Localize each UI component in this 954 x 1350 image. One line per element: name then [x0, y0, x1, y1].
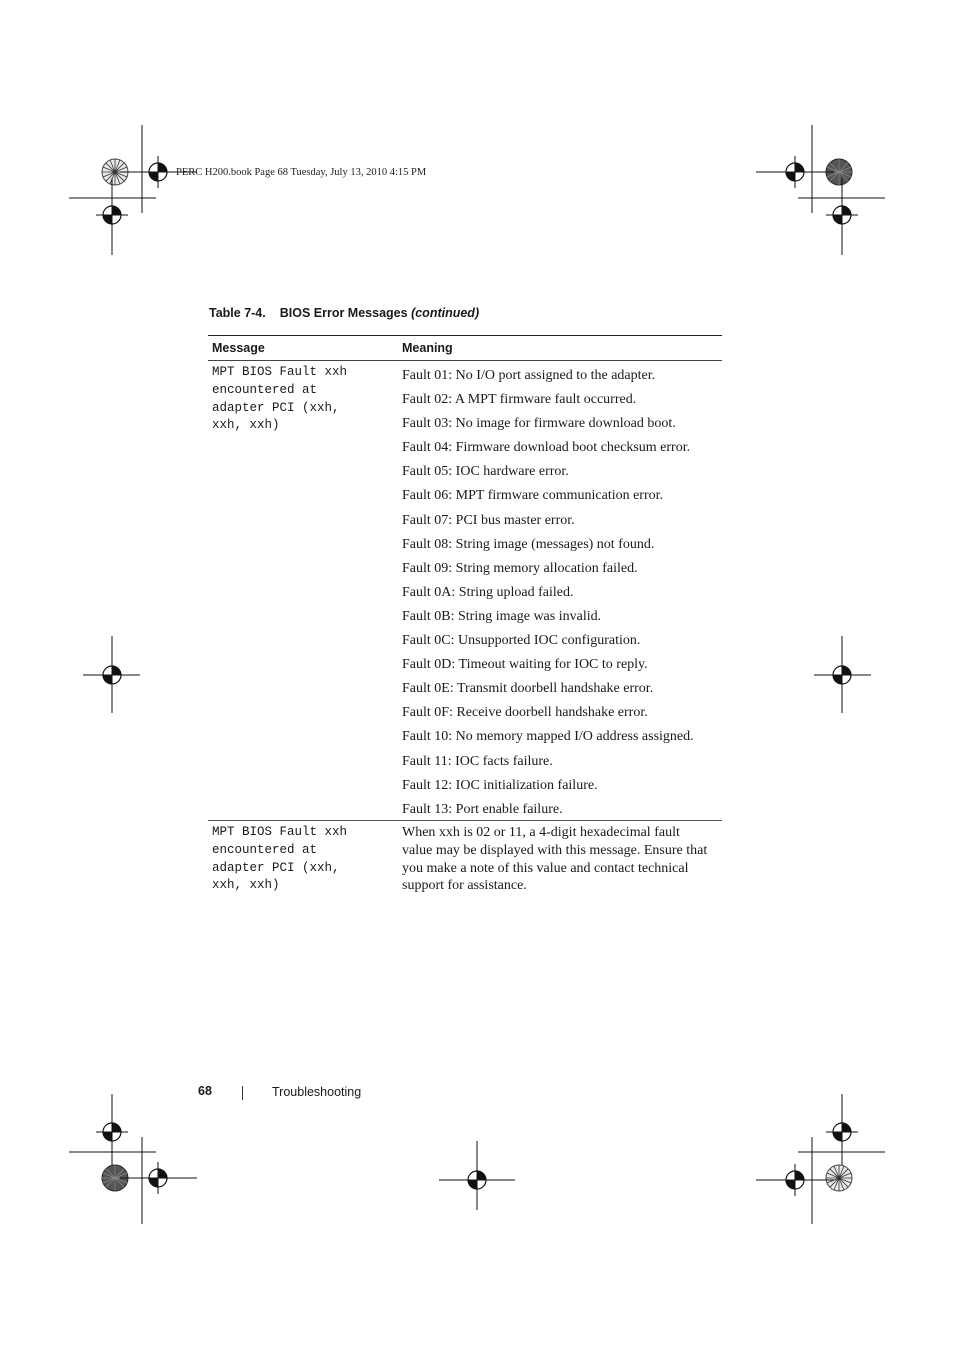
fault-item: Fault 0D: Timeout waiting for IOC to reply.	[402, 657, 648, 673]
fault-list	[402, 364, 722, 822]
fault-item: Fault 01: No I/O port assigned to the adapter.	[402, 368, 656, 383]
fault-item: Fault 03: No image for firmware download boot.	[402, 416, 676, 432]
table-row	[208, 821, 722, 895]
fault-item: Fault 07: PCI bus master error.	[402, 512, 575, 528]
fault-item: Fault 08: String image (messages) not found.	[402, 536, 655, 552]
fault-item: Fault 09: String memory allocation failed.	[402, 560, 638, 576]
fault-item: Fault 06: MPT firmware communication error.	[402, 488, 664, 504]
fault-item: Fault 0E: Transmit doorbell handshake error.	[402, 681, 654, 697]
column-header-meaning: Meaning	[402, 341, 453, 355]
message-cell: MPT BIOS Fault xxh encountered at adapter PCI (xxh, xxh, xxh)	[212, 365, 348, 433]
table-caption-continued: (continued)	[411, 306, 480, 320]
fault-item: Fault 13: Port enable failure.	[402, 801, 563, 817]
table-caption-number: Table 7-4.	[209, 306, 266, 320]
fault-item: Fault 0A: String upload failed.	[402, 584, 574, 600]
bios-error-table	[208, 335, 722, 895]
fault-item: Fault 10: No memory mapped I/O address assigned.	[402, 729, 694, 745]
fault-item: Fault 05: IOC hardware error.	[402, 464, 569, 480]
message-cell: MPT BIOS Fault xxh encountered at adapter PCI (xxh, xxh, xxh)	[212, 825, 348, 893]
meaning-cell: When xxh is 02 or 11, a 4-digit hexadecimal fault value may be displayed with this message. Ensure that you make a note of this value and contact technical support for assistance.	[402, 825, 708, 894]
page-number: 68	[198, 1084, 212, 1098]
fault-item: Fault 02: A MPT firmware fault occurred.	[402, 392, 637, 408]
fault-item: Fault 11: IOC facts failure.	[402, 753, 553, 769]
table-header-row	[208, 336, 722, 361]
print-header: PERC H200.book Page 68 Tuesday, July 13, 2010 4:15 PM	[176, 167, 427, 178]
table-caption	[209, 306, 479, 320]
table-caption-title: BIOS Error Messages	[279, 306, 408, 320]
fault-item: Fault 04: Firmware download boot checksum error.	[402, 440, 691, 456]
table-row	[208, 361, 722, 821]
fault-item: Fault 12: IOC initialization failure.	[402, 777, 598, 793]
meaning-cell	[398, 364, 722, 820]
column-header-message: Message	[212, 341, 265, 355]
fault-item: Fault 0C: Unsupported IOC configuration.	[402, 633, 641, 649]
fault-item: Fault 0B: String image was invalid.	[402, 608, 602, 624]
footer-divider	[242, 1086, 243, 1100]
fault-item: Fault 0F: Receive doorbell handshake error.	[402, 705, 648, 721]
footer-section-title: Troubleshooting	[272, 1085, 362, 1099]
